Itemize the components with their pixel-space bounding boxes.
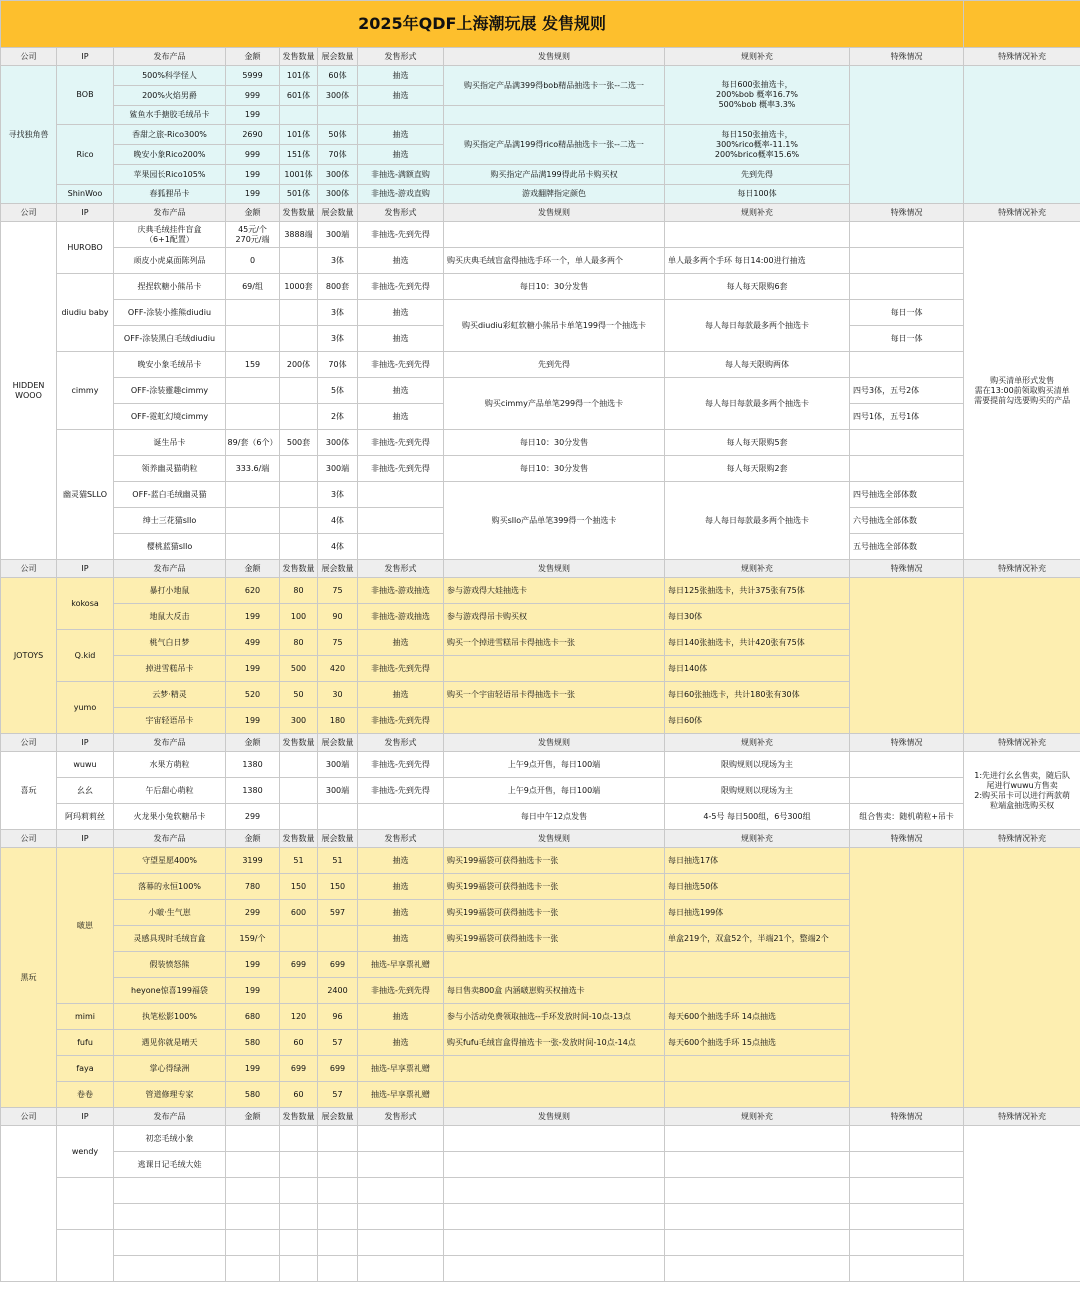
table-row: 宇宙轻语吊卡 199 300 180 非抽选-先到先得 每日60体 (1, 708, 1080, 734)
table-row: 掉进雪糕吊卡 199 500 420 非抽选-先到先得 每日140体 (1, 656, 1080, 682)
header-row: 公司 IP 发布产品 金额 发售数量 展会数量 发售形式 发售规则 规则补充 特殊情况 特殊情况补充 (1, 204, 1080, 222)
header-row: 公司 IP 发布产品 金额 发售数量 展会数量 发售形式 发售规则 规则补充 特殊情况 特殊情况补充 (1, 734, 1080, 752)
table-row (1, 1256, 1080, 1282)
table-row: 小啵·生气崽 299 600 597 抽选 购买199福袋可获得抽选卡一张 每日抽选199体 (1, 900, 1080, 926)
table-row: 晚安小象Rico200% 999 151体 70体 抽选 (1, 145, 1080, 165)
header-row: 公司 IP 发布产品 金额 发售数量 展会数量 发售形式 发售规则 规则补充 特殊情况 特殊情况补充 (1, 560, 1080, 578)
table-row (1, 1230, 1080, 1256)
table-row: JOTOYS kokosa 暴打小地鼠 620 80 75 非抽选-游戏抽选 参与游戏得大娃抽选卡 每日125张抽选卡，共计375张有75体 (1, 578, 1080, 604)
table-row: 落幕的永恒100% 780 150 150 抽选 购买199福袋可获得抽选卡一张 每日抽选50体 (1, 874, 1080, 900)
table-row: yumo 云梦·精灵 520 50 30 抽选 购买一个宇宙轻语吊卡得抽选卡一张 每日60张抽选卡，共计180张有30体 (1, 682, 1080, 708)
table-row: heyone惊喜199福袋 199 2400 非抽选-先到先得 每日售卖800盒 内涵啵崽购买权抽选卡 (1, 978, 1080, 1004)
table-row: 寻找独角兽 BOB 500%科学怪人 5999 101体 60体 抽选 购买指定产品满399得bob精品抽选卡一张--二选一 每日600张抽选卡， 200%bob 概率16.7% 500%bob 概率3.3% (1, 66, 1080, 86)
table-row: 顽皮小虎桌面陈列品 0 3体 抽选 购买庆典毛绒盲盒得抽选手环一个，单人最多两个 单人最多两个手环 每日14:00进行抽选 (1, 248, 1080, 274)
company-cell: 寻找独角兽 (1, 66, 57, 204)
table-row: 领养幽灵猫萌粒 333.6/端 300端 非抽选-先到先得 每日10：30分发售 每人每天限购2套 (1, 456, 1080, 482)
ip-cell: BOB (57, 66, 114, 125)
table-row: Q.kid 桃气白日梦 499 80 75 抽选 购买一个掉进雪糕吊卡得抽选卡一张 每日140张抽选卡，共计420张有75体 (1, 630, 1080, 656)
ip-cell: Rico (57, 125, 114, 185)
table-row: cimmy 晚安小象毛绒吊卡 159 200体 70体 非抽选-先到先得 先到先得 每人每天限购两体 (1, 352, 1080, 378)
table-row: 假装愤怒熊 199 699 699 抽选-早享票礼赠 (1, 952, 1080, 978)
header-row: 公司 IP 发布产品 金额 发售数量 展会数量 发售形式 发售规则 规则补充 特殊情况 特殊情况补充 (1, 830, 1080, 848)
table-row: 喜玩 wuwu 水果方萌粒 1380 300端 非抽选-先到先得 上午9点开售，每日100端 限购规则以现场为主 1:先进行幺幺售卖，随后队 尾进行wuwu方售卖 2:购买吊卡可以进行两款萌 粒端盒抽选购买权 (1, 752, 1080, 778)
table-row (1, 1204, 1080, 1230)
table-row: 阿玛莉莉丝 火龙果小兔软糖吊卡 299 每日中午12点发售 4-5号 每日500组，6号300组 组合售卖：随机萌粒+吊卡 (1, 804, 1080, 830)
table-row: diudiu baby 捏捏软糖小熊吊卡 69/组 1000套 800套 非抽选-先到先得 每日10：30分发售 每人每天限购6套 (1, 274, 1080, 300)
table-row: fufu 遇见你就是晴天 580 60 57 抽选 购买fufu毛绒盲盒得抽选卡一张-发放时间-10点-14点 每天600个抽选手环 15点抽选 (1, 1030, 1080, 1056)
table-row: 幺幺 午后甜心萌粒 1380 300端 非抽选-先到先得 上午9点开售，每日100端 限购规则以现场为主 (1, 778, 1080, 804)
table-row: ShinWoo 春狐狸吊卡 199 501体 300体 非抽选-游戏直购 游戏翻牌指定颜色 每日100体 (1, 185, 1080, 204)
company-cell: HIDDEN WOOO (1, 222, 57, 560)
table-row: HIDDEN WOOO HUROBO 庆典毛绒挂件盲盒 （6+1配置） 45元/个 270元/端 3888端 300端 非抽选-先到先得 购买清单形式发售 需在13:00前领取购买清单 需要提前勾选要购买的产品 (1, 222, 1080, 248)
page-title: 2025年QDF上海潮玩展 发售规则 (1, 1, 964, 48)
table-row: mimi 执笔松影100% 680 120 96 抽选 参与小活动免费领取抽选--手环发放时间-10点-13点 每天600个抽选手环 14点抽选 (1, 1004, 1080, 1030)
table-row: 地鼠大反击 199 100 90 非抽选-游戏抽选 参与游戏得吊卡购买权 每日30体 (1, 604, 1080, 630)
table-row: 幽灵猫SLLO 诞生吊卡 89/套（6个） 500套 300体 非抽选-先到先得 每日10：30分发售 每人每天限购5套 (1, 430, 1080, 456)
company-cell: 黑玩 (1, 848, 57, 1108)
table-row: OFF-涂装黑白毛绒diudiu 3体 抽选 每日一体 (1, 326, 1080, 352)
header-row: 公司 IP 发布产品 金额 发售数量 展会数量 发售形式 发售规则 规则补充 特殊情况 特殊情况补充 (1, 1108, 1080, 1126)
table-row: 逃课日记毛绒大娃 (1, 1152, 1080, 1178)
table-row: 樱桃蓝猫sllo 4体 五号抽选全部体数 (1, 534, 1080, 560)
company-cell: JOTOYS (1, 578, 57, 734)
table-row: OFF-涂装靈趣cimmy 5体 抽选 购买cimmy产品单笔299得一个抽选卡 每人每日每款最多两个抽选卡 四号3体，五号2体 (1, 378, 1080, 404)
table-row (1, 1178, 1080, 1204)
table-row: wendy 初恋毛绒小象 (1, 1126, 1080, 1152)
table-row: faya 掌心得绿洲 199 699 699 抽选-早享票礼赠 (1, 1056, 1080, 1082)
table-row: Rico 香甜之旅-Rico300% 2690 101体 50体 抽选 购买指定产品满199得rico精品抽选卡一张--二选一 每日150张抽选卡， 300%rico概率-11.1% 200%brico概率15.6% (1, 125, 1080, 145)
header-row: 公司 IP 发布产品 金额 发售数量 展会数量 发售形式 发售规则 规则补充 特殊情况 特殊情况补充 (1, 48, 1080, 66)
table-row: 卷卷 管道修理专家 580 60 57 抽选-早享票礼赠 (1, 1082, 1080, 1108)
table-row: 鲨鱼水手搪胶毛绒吊卡 199 (1, 106, 1080, 125)
table-row: OFF-涂装小推熊diudiu 3体 抽选 购买diudiu彩虹软糖小熊吊卡单笔199得一个抽选卡 每人每日每款最多两个抽选卡 每日一体 (1, 300, 1080, 326)
table-row: 绅士三花猫sllo 4体 六号抽选全部体数 (1, 508, 1080, 534)
table-row: OFF-霓虹幻境cimmy 2体 抽选 四号1体，五号1体 (1, 404, 1080, 430)
table-row: 灵感具现时毛绒盲盒 159/个 抽选 购买199福袋可获得抽选卡一张 单盒219个，双盒52个，半端21个，整端2个 (1, 926, 1080, 952)
table-row: OFF-蓝白毛绒幽灵猫 3体 购买sllo产品单笔399得一个抽选卡 每人每日每款最多两个抽选卡 四号抽选全部体数 (1, 482, 1080, 508)
table-row: 200%火焰男爵 999 601体 300体 抽选 (1, 86, 1080, 106)
company-cell: 喜玩 (1, 752, 57, 830)
title-row (1, 1, 1080, 48)
table-row: 苹果园长Rico105% 199 1001体 300体 非抽选-满额直购 购买指定产品满199得此吊卡购买权 先到先得 (1, 165, 1080, 185)
table-row: 黑玩 啵崽 守望星愿400% 3199 51 51 抽选 购买199福袋可获得抽选卡一张 每日抽选17体 (1, 848, 1080, 874)
